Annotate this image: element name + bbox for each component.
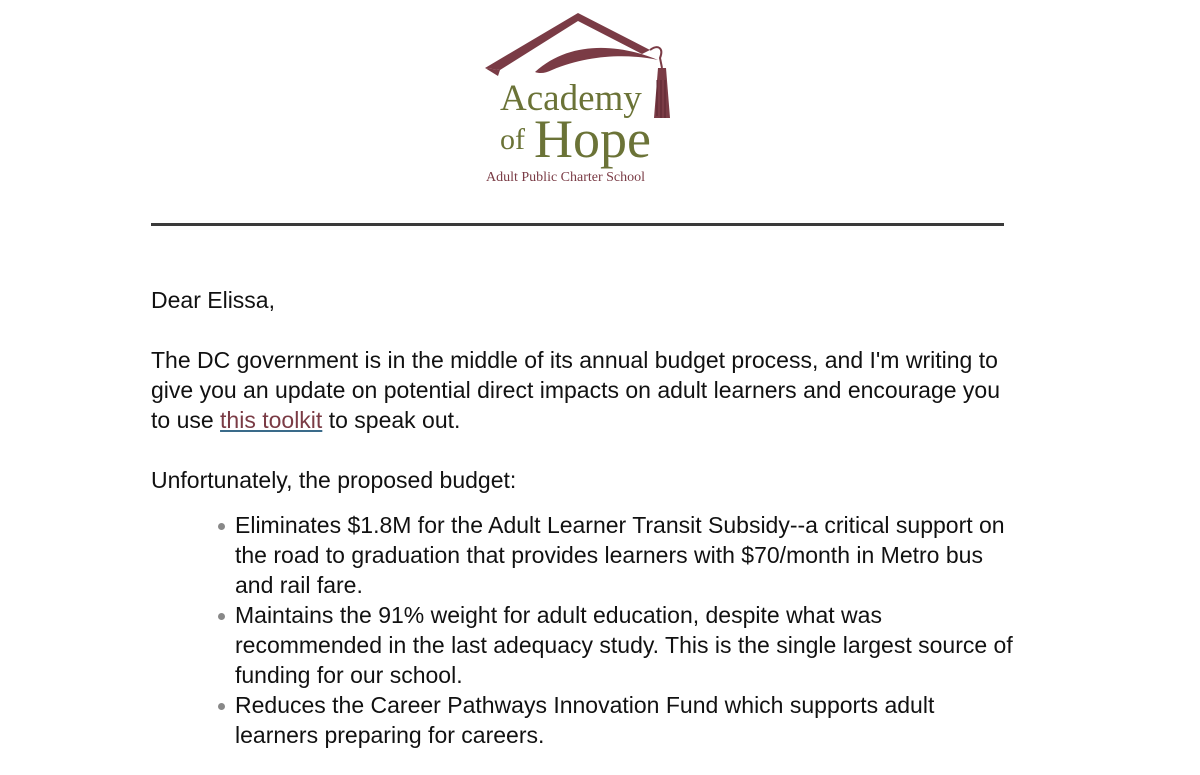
list-item: Maintains the 91% weight for adult education, despite what was recommended in the last adequacy study. This is the single largest source of funding for our school. [235, 600, 1021, 690]
budget-impact-list [151, 510, 1021, 750]
header-divider [151, 223, 1004, 226]
intro-text-before-link: The DC government is in the middle of its annual budget process, and I'm writing to give you an update on potential direct impacts on adult learners and encourage you to use [151, 347, 1001, 433]
list-item: Eliminates $1.8M for the Adult Learner Transit Subsidy--a critical support on the road to graduation that provides learners with $70/month in Metro bus and rail fare. [235, 510, 1021, 600]
logo-tagline: Adult Public Charter School [486, 170, 646, 185]
academy-of-hope-logo [480, 10, 680, 190]
logo-hope-text: Hope [534, 109, 651, 169]
list-item: Reduces the Career Pathways Innovation Fund which supports adult learners preparing for careers. [235, 690, 1021, 750]
toolkit-link[interactable]: this toolkit [220, 407, 323, 433]
intro-text-after-link: to speak out. [322, 407, 461, 433]
letter-body [151, 285, 1021, 750]
intro-paragraph [151, 345, 1021, 435]
logo-of-text: of [500, 123, 525, 156]
list-intro: Unfortunately, the proposed budget: [151, 467, 517, 493]
greeting: Dear Elissa, [151, 287, 275, 313]
logo-academy-text: Academy [500, 78, 642, 119]
